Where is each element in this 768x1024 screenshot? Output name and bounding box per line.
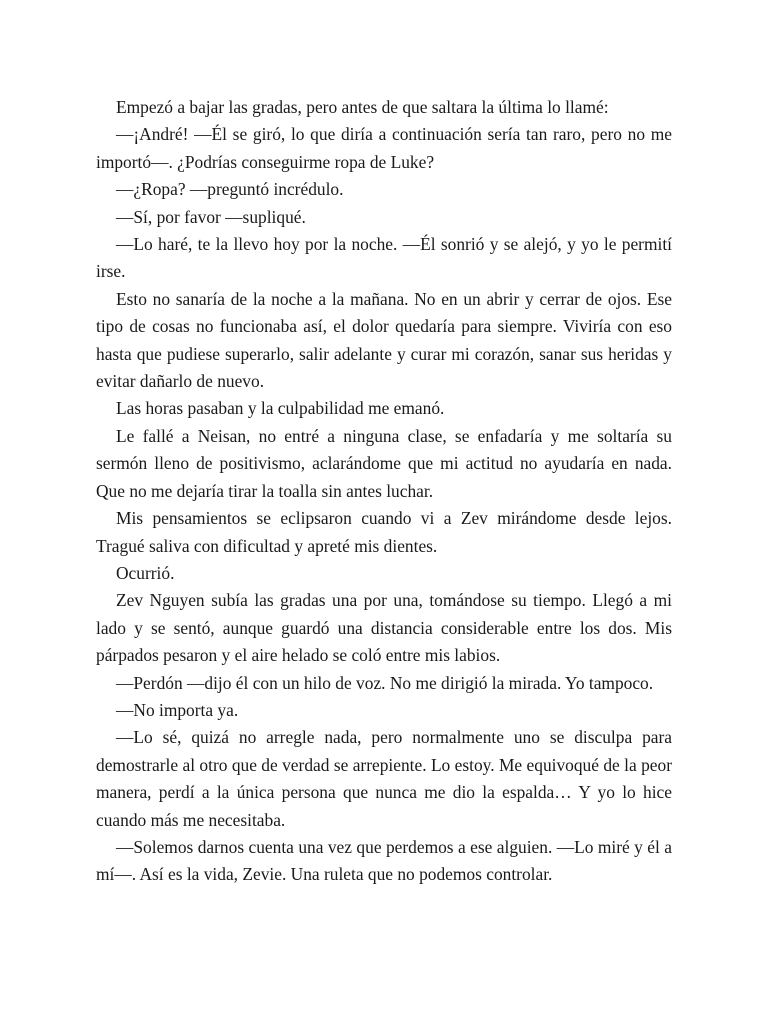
paragraph-13: —No importa ya. bbox=[116, 699, 239, 720]
paragraph-12: —Perdón —dijo él con un hilo de voz. No me dirigió la mirada. Yo tampoco. bbox=[116, 672, 654, 693]
paragraph-8: Le fallé a Neisan, no entré a ninguna clase, se enfadaría y me soltaría su sermón lleno de positivismo, aclarándome que mi actitud no ayudaría en nada. Que no me dejaría tirar la toalla sin antes luchar. bbox=[96, 425, 672, 501]
paragraph-15: —Solemos darnos cuenta una vez que perdemos a ese alguien. —Lo miré y él a mí—. Así es la vida, Zevie. Una ruleta que no podemos controlar. bbox=[96, 836, 672, 885]
paragraph-11: Zev Nguyen subía las gradas una por una, tomándose su tiempo. Llegó a mi lado y se sentó, aunque guardó una distancia considerable entre los dos. Mis párpados pesaron y el aire helado se coló entre mis labios. bbox=[96, 590, 672, 666]
paragraph-14: —Lo sé, quizá no arregle nada, pero normalmente uno se disculpa para demostrarle al otro que de verdad se arrepiente. Lo estoy. Me equivoqué de la peor manera, perdí a la única persona que nunca me dio la espalda… Y yo lo hice cuando más me necesitaba. bbox=[96, 727, 672, 830]
paragraph-2: —¡André! —Él se giró, lo que diría a continuación sería tan raro, pero no me importó—. ¿Podrías conseguirme ropa de Luke? bbox=[96, 124, 672, 172]
paragraph-7: Las horas pasaban y la culpabilidad me emanó. bbox=[116, 398, 445, 419]
paragraph-5: —Lo haré, te la llevo hoy por la noche. —Él sonrió y se alejó, y yo le permití irse. bbox=[96, 234, 672, 282]
paragraph-6: Esto no sanaría de la noche a la mañana. No en un abrir y cerrar de ojos. Ese tipo de cosas no funcionaba así, el dolor quedaría para siempre. Viviría con eso hasta que pudiese superarlo, salir adelante y curar mi corazón, sanar sus heridas y evitar dañarlo de nuevo. bbox=[96, 288, 672, 392]
paragraph-10: Ocurrió. bbox=[116, 562, 175, 583]
paragraph-1: Empezó a bajar las gradas, pero antes de que saltara la última lo llamé: bbox=[116, 97, 609, 117]
paragraph-9: Mis pensamientos se eclipsaron cuando vi a Zev mirándome desde lejos. Tragué saliva con dificultad y apreté mis dientes. bbox=[96, 508, 672, 556]
paragraph-3: —¿Ropa? —preguntó incrédulo. bbox=[116, 179, 344, 200]
book-page-body bbox=[96, 94, 672, 889]
paragraph-4: —Sí, por favor —supliqué. bbox=[116, 206, 306, 227]
